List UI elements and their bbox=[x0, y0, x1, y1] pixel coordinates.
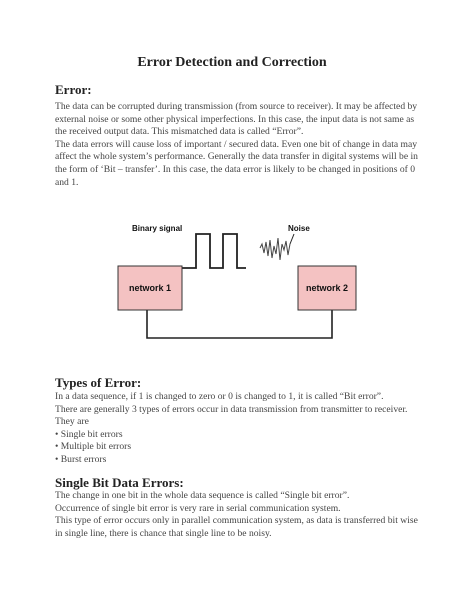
section-heading-types-of-error: Types of Error: bbox=[55, 375, 142, 390]
page-title: Error Detection and Correction bbox=[137, 55, 327, 70]
bullet-item: • Multiple bit errors bbox=[55, 441, 132, 453]
paragraph: The change in one bit in the whole data sequence is called “Single bit error”. bbox=[55, 490, 350, 501]
paragraph: There are generally 3 types of errors occur in data transmission from transmitter to receiver. They are bbox=[55, 403, 408, 428]
section-heading-single-bit: Single Bit Data Errors: bbox=[55, 475, 184, 490]
paragraph: Occurrence of single bit error is very rare in serial communication system. bbox=[55, 502, 341, 514]
paragraph: In a data sequence, if 1 is changed to zero or 0 is changed to 1, it is called “Bit error”. bbox=[55, 391, 384, 402]
binary-signal-wave bbox=[180, 234, 246, 268]
section-single-bit-body bbox=[55, 490, 425, 540]
binary-signal-label: Binary signal bbox=[132, 224, 183, 233]
paragraph: This type of error occurs only in parallel communication system, as data is transferred bit wise in single line, there is chance that single line to be noisy. bbox=[55, 515, 418, 539]
transmission-diagram bbox=[110, 220, 360, 345]
noise-pointer bbox=[290, 234, 294, 244]
network-2-label: network 2 bbox=[305, 283, 349, 293]
section-heading-error: Error: bbox=[55, 82, 92, 97]
paragraph: The data errors will cause loss of important / secured data. Even one bit of change in data may affect the whole system’s performance. Generally the data transfer in digital systems will be in the form of ‘Bit – transfer’. In this case, the data error is likely to be changed in positions of 0 and 1. bbox=[55, 138, 418, 188]
section-types-body bbox=[55, 391, 425, 467]
noise-label: Noise bbox=[288, 224, 310, 233]
network-1-label: network 1 bbox=[128, 283, 172, 293]
section-error-body bbox=[55, 101, 425, 189]
bullet-item: • Single bit errors bbox=[55, 428, 123, 440]
noise-scribble bbox=[260, 238, 290, 260]
bullet-item: • Burst errors bbox=[55, 453, 107, 465]
paragraph: The data can be corrupted during transmission (from source to receiver). It may be affected by external noise or some other physical imperfections. In this case, the input data is not same as the received output data. This mismatched data is called “Error”. bbox=[55, 101, 418, 138]
connection-wire bbox=[147, 310, 332, 338]
